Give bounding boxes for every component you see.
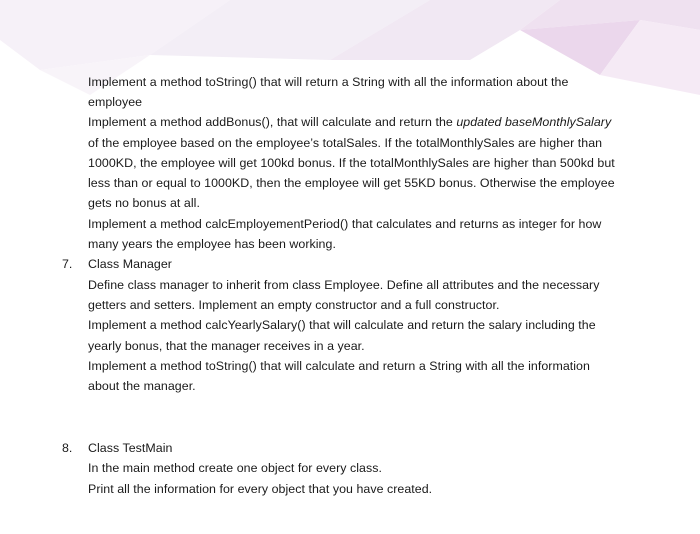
text-line: getters and setters. Implement an empty constructor and a full constructor.: [88, 298, 500, 312]
text-line: Implement a method toString() that will calculate and return a String with all the information: [88, 359, 590, 373]
text-line: yearly bonus, that the manager receives in a year.: [88, 339, 365, 353]
section-title: Class Manager: [88, 257, 172, 271]
text-line: of the employee based on the employee’s totalSales. If the totalMonthlySales are higher than: [88, 136, 603, 150]
text-line: gets no bonus at all.: [88, 196, 200, 210]
text-line: about the manager.: [88, 379, 196, 393]
text-line: less than or equal to 1000KD, then the employee will get 55KD bonus. Otherwise the employee: [88, 176, 615, 190]
text-line: many years the employee has been working.: [88, 237, 336, 251]
list-number: 8.: [62, 441, 73, 455]
text-line: [88, 112, 611, 132]
text-line: Implement a method calcEmployementPeriod() that calculates and returns as integer for how: [88, 217, 602, 231]
italic-text: updated baseMonthlySalary: [456, 115, 612, 129]
text-run: Implement a method addBonus(), that will calculate and return the: [88, 115, 457, 129]
text-line: employee: [88, 95, 143, 109]
text-line: Print all the information for every object that you have created.: [88, 482, 433, 496]
text-line: In the main method create one object for every class.: [88, 461, 382, 475]
section-title: Class TestMain: [88, 441, 173, 455]
text-line: Implement a method toString() that will return a String with all the information about the: [88, 75, 569, 89]
list-number: 7.: [62, 257, 73, 271]
text-line: Define class manager to inherit from class Employee. Define all attributes and the necessary: [88, 278, 600, 292]
text-line: 1000KD, the employee will get 100kd bonus. If the totalMonthlySales are higher than 500kd but: [88, 156, 615, 170]
text-line: Implement a method calcYearlySalary() that will calculate and return the salary including the: [88, 318, 596, 332]
